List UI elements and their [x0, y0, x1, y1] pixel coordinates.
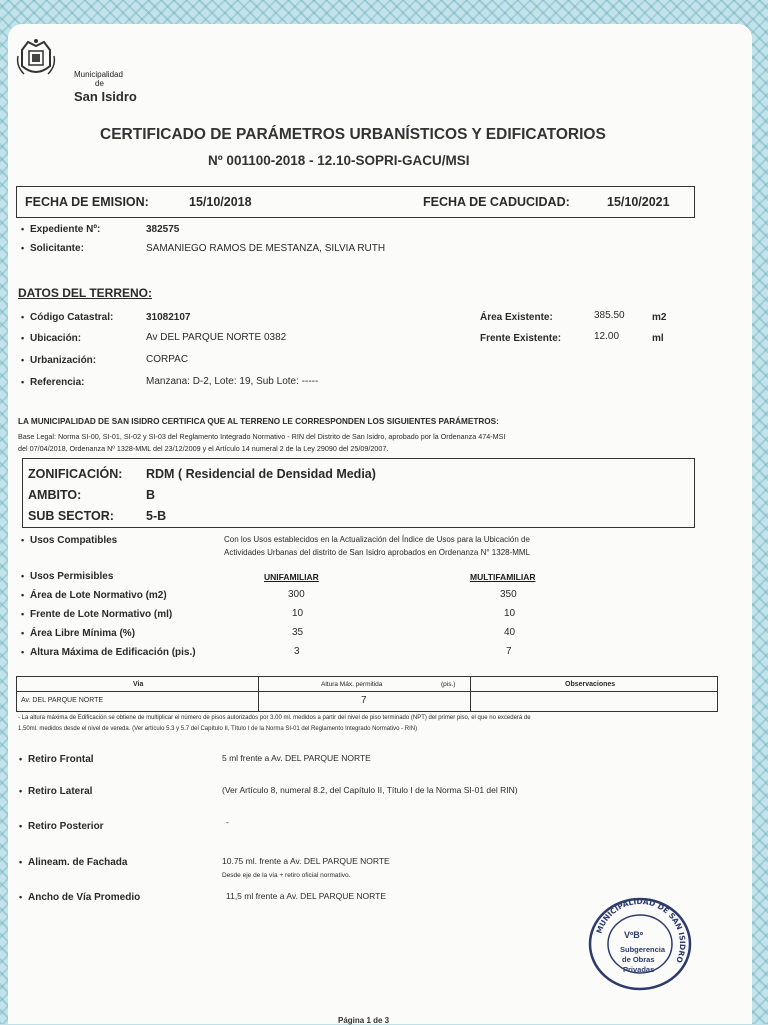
- certificate-number: Nº 001100-2018 - 12.10-SOPRI-GACU/MSI: [208, 153, 470, 168]
- ubicacion-value: Av DEL PARQUE NORTE 0382: [146, 332, 287, 343]
- zonificacion-label: ZONIFICACIÓN:: [28, 467, 123, 481]
- param-row-uni: 300: [288, 589, 305, 600]
- col-unifamiliar: UNIFAMILIAR: [264, 572, 319, 582]
- zonificacion-value: RDM ( Residencial de Densidad Media): [146, 467, 376, 481]
- param-row-label: • Área Libre Mínima (%): [30, 628, 135, 639]
- fachada-note: Desde eje de la vía + retiro oficial normativo.: [222, 872, 351, 879]
- altura-note-line2: 1.50ml. medidos desde el nivel de vereda. (Ver artículo 5.3 y 5.7 del Capítulo II, Título I de la Norma SI-01 del Reglamento Integrado Normativo - RIN): [18, 726, 418, 732]
- approval-stamp: [586, 896, 694, 992]
- subsector-value: 5-B: [146, 509, 167, 523]
- subsector-label: SUB SECTOR:: [28, 509, 114, 523]
- usos-permisibles-label: • Usos Permisibles: [30, 571, 113, 582]
- muni-line2: de: [95, 79, 104, 88]
- codigo-label: • Código Catastral:: [30, 312, 113, 323]
- urbanizacion-label: • Urbanización:: [30, 355, 96, 366]
- referencia-value: Manzana: D-2, Lote: 19, Sub Lote: -----: [146, 376, 319, 387]
- ancho-via-label: • Ancho de Vía Promedio: [28, 892, 140, 903]
- emision-value: 15/10/2018: [189, 195, 252, 209]
- param-row-multi: 40: [504, 627, 516, 638]
- document-title: CERTIFICADO DE PARÁMETROS URBANÍSTICOS Y EDIFICATORIOS: [100, 126, 606, 143]
- via-table: [16, 676, 718, 712]
- page-number: Página 1 de 3: [338, 1016, 390, 1025]
- emision-label: FECHA DE EMISION:: [25, 195, 149, 209]
- via-row-altura: 7: [361, 695, 367, 706]
- retiro-lateral-label: • Retiro Lateral: [28, 786, 92, 797]
- stamp-vb: VºBº: [624, 930, 644, 940]
- expediente-label: • Expediente Nº:: [30, 224, 100, 235]
- usos-compatibles-line2: Actividades Urbanas del distrito de San Isidro aprobados en Ordenanza N° 1328-MML: [224, 548, 531, 557]
- retiro-frontal-label: • Retiro Frontal: [28, 754, 94, 765]
- param-row-label: • Altura Máxima de Edificación (pis.): [30, 647, 196, 658]
- fachada-value: 10.75 ml. frente a Av. DEL PARQUE NORTE: [222, 856, 390, 866]
- param-row-uni: 3: [294, 646, 300, 657]
- ambito-label: AMBITO:: [28, 488, 82, 502]
- retiro-posterior-label: • Retiro Posterior: [28, 821, 104, 832]
- param-row-label: • Frente de Lote Normativo (ml): [30, 609, 172, 620]
- base-legal-line2: del 07/04/2018, Ordenanza Nº 1328-MML del 23/12/2009 y el Artículo 14 numeral 2 de la Ley 29090 del 25/09/2007.: [18, 444, 389, 453]
- muni-line1: Municipalidad: [74, 70, 123, 79]
- frente-label: Frente Existente:: [480, 333, 562, 344]
- base-legal-line1: Base Legal: Norma SI-00, SI-01, SI-02 y SI-03 del Reglamento Integrado Normativo - RIN del Distrito de San Isidro, aprobado por la Ordenanza 474-MSI: [18, 432, 506, 441]
- via-header: Via: [133, 681, 144, 688]
- stamp-line3: Privadas: [623, 965, 655, 974]
- area-unit: m2: [652, 312, 667, 323]
- solicitante-label: • Solicitante:: [30, 243, 84, 254]
- area-value: 385.50: [594, 310, 625, 321]
- altura-note-line1: - La altura máxima de Edificación se obtiene de multiplicar el número de pisos autorizados por 3.00 ml. medidos a partir del nivel de piso terminado (NPT) del primer piso, el que no excederá de: [18, 715, 531, 721]
- retiro-frontal-value: 5 ml frente a Av. DEL PARQUE NORTE: [222, 753, 371, 763]
- muni-name: San Isidro: [74, 89, 137, 104]
- col-multifamiliar: MULTIFAMILIAR: [470, 572, 536, 582]
- param-row-multi: 7: [506, 646, 512, 657]
- stamp-ring-text: MUNICIPALIDAD DE SAN ISIDRO: [594, 896, 688, 965]
- param-row-multi: 350: [500, 589, 517, 600]
- altura-header: Altura Máx. permitida: [321, 681, 383, 688]
- retiro-posterior-value: -: [226, 818, 229, 827]
- param-row-uni: 35: [292, 627, 304, 638]
- usos-compatibles-label: • Usos Compatibles: [30, 535, 117, 546]
- usos-compatibles-line1: Con los Usos establecidos en la Actualización del Índice de Usos para la Ubicación de: [224, 535, 530, 544]
- dates-box: [16, 186, 695, 218]
- stamp-ring-icon: [586, 896, 694, 992]
- caducidad-label: FECHA DE CADUCIDAD:: [423, 195, 570, 209]
- caducidad-value: 15/10/2021: [607, 195, 670, 209]
- pis-header: (pis.): [441, 681, 456, 688]
- expediente-value: 382575: [146, 224, 180, 235]
- ubicacion-label: • Ubicación:: [30, 333, 81, 344]
- fachada-label: • Alineam. de Fachada: [28, 857, 127, 868]
- certifica-heading: LA MUNICIPALIDAD DE SAN ISIDRO CERTIFICA QUE AL TERRENO LE CORRESPONDEN LOS SIGUIENTES PARÁMETROS:: [18, 417, 499, 426]
- stamp-line2: de Obras: [622, 955, 655, 964]
- municipality-crest-icon: [14, 36, 58, 80]
- param-row-multi: 10: [504, 608, 516, 619]
- codigo-value: 31082107: [146, 312, 191, 323]
- via-row-name: Av. DEL PARQUE NORTE: [21, 697, 104, 704]
- frente-unit: ml: [652, 333, 664, 344]
- obs-header: Observaciones: [565, 681, 616, 688]
- retiro-lateral-value: (Ver Artículo 8, numeral 8.2, del Capítulo II, Título I de la Norma SI-01 del RIN): [222, 785, 518, 795]
- referencia-label: • Referencia:: [30, 377, 84, 388]
- solicitante-value: SAMANIEGO RAMOS DE MESTANZA, SILVIA RUTH: [146, 243, 386, 254]
- ancho-via-value: 11,5 ml frente a Av. DEL PARQUE NORTE: [226, 891, 386, 901]
- stamp-line1: Subgerencia: [620, 945, 666, 954]
- area-label: Área Existente:: [480, 312, 553, 323]
- frente-value: 12.00: [594, 331, 620, 342]
- ambito-value: B: [146, 488, 156, 502]
- terreno-section-title: DATOS DEL TERRENO:: [18, 286, 153, 300]
- param-row-label: • Área de Lote Normativo (m2): [30, 590, 167, 601]
- urbanizacion-value: CORPAC: [146, 354, 189, 365]
- param-row-uni: 10: [292, 608, 304, 619]
